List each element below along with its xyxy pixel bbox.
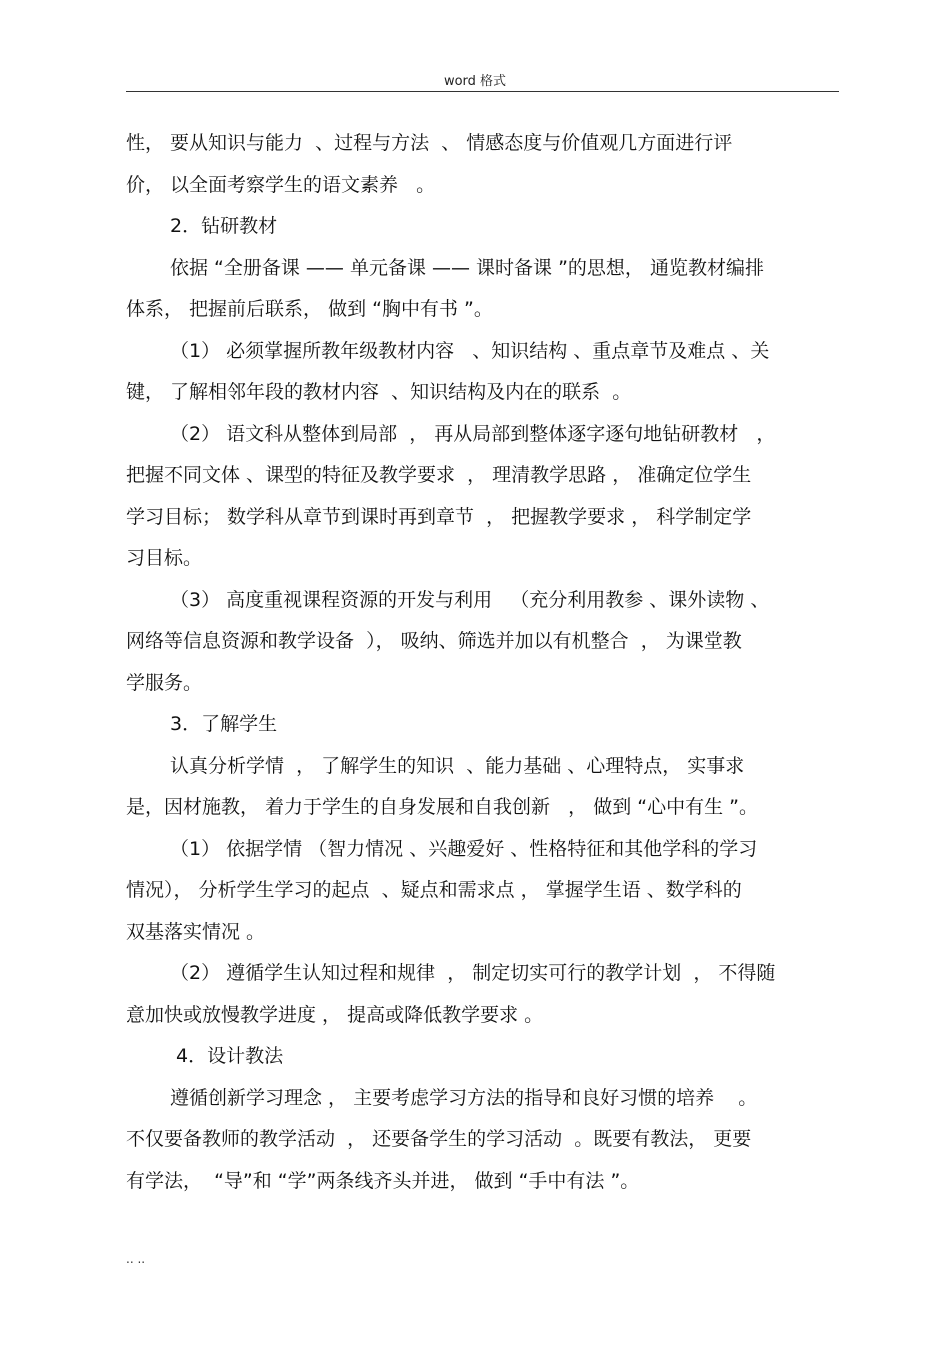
paragraph — [126, 248, 839, 331]
paragraph-line: 性， 要从知识与能力 、过程与方法 、 情感态度与价值观几方面进行评 — [126, 132, 733, 154]
paragraph-line: （2） 遵循学生认知过程和规律 ， 制定切实可行的教学计划 ， 不得随 — [170, 962, 776, 984]
paragraph — [126, 331, 839, 414]
paragraph-line: 情况）， 分析学生学习的起点 、疑点和需求点 ， 掌握学生语 、数学科的 — [126, 879, 742, 901]
section-heading: 4．设计教法 — [176, 1045, 284, 1067]
paragraph-line: 依据 “全册备课 —— 单元备课 —— 课时备课 ”的思想， 通览教材编排 — [170, 256, 764, 279]
paragraph-line: 价， 以全面考察学生的语文素养 。 — [126, 173, 436, 196]
paragraph — [126, 1078, 839, 1203]
paragraph-line: 网络等信息资源和教学设备 ）， 吸纳、筛选并加以有机整合 ， 为课堂教 — [126, 630, 742, 652]
paragraph-line: （2） 语文科从整体到局部 ， 再从局部到整体逐字逐句地钻研教材 ， — [170, 422, 776, 445]
paragraph — [126, 953, 839, 1036]
header-divider — [126, 91, 839, 92]
paragraph-line: 体系， 把握前后联系， 做到 “胸中有书 ”。 — [126, 298, 493, 320]
paragraph-line: 有学法， “导”和 “学”两条线齐头并进， 做到 “手中有法 ”。 — [126, 1169, 640, 1192]
section-heading: 3．了解学生 — [170, 713, 278, 735]
paragraph-line: （3） 高度重视课程资源的开发与利用 （充分利用教参 、课外读物 、 — [170, 588, 770, 611]
paragraph-line: （1） 必须掌握所教年级教材内容 、知识结构 、重点章节及难点 、关 — [170, 339, 770, 362]
paragraph-line: 学服务。 — [126, 671, 203, 694]
paragraph-line: 认真分析学情 ， 了解学生的知识 、能力基础 、心理特点， 实事求 — [170, 754, 745, 777]
paragraph — [126, 746, 839, 829]
paragraph-line: 键， 了解相邻年段的教材内容 、知识结构及内在的联系 。 — [126, 381, 632, 403]
paragraph-line: 不仅要备教师的教学活动 ， 还要备学生的学习活动 。既要有教法， 更要 — [126, 1128, 752, 1150]
paragraph-line: 意加快或放慢教学进度 ， 提高或降低教学要求 。 — [126, 1003, 544, 1026]
document-body — [126, 123, 839, 1202]
paragraph-line: 学习目标； 数学科从章节到课时再到章节 ， 把握教学要求 ， 科学制定学 — [126, 505, 752, 528]
section-heading: 2．钻研教材 — [170, 215, 278, 237]
paragraph-line: 把握不同文体 、课型的特征及教学要求 ， 理清教学思路 ， 准确定位学生 — [126, 464, 752, 486]
page-header: word 格式 — [443, 74, 507, 89]
paragraph — [126, 414, 839, 580]
paragraph — [126, 580, 839, 705]
paragraph-line: 双基落实情况 。 — [126, 920, 266, 943]
paragraph-line: 是，因材施教， 着力于学生的自身发展和自我创新 ， 做到 “心中有生 ”。 — [126, 796, 758, 818]
paragraph-line: 习目标。 — [126, 547, 203, 569]
paragraph-line: 遵循创新学习理念 ， 主要考虑学习方法的指导和良好习惯的培养 。 — [170, 1086, 758, 1109]
paragraph — [126, 829, 839, 954]
paragraph-line: （1） 依据学情 （智力情况 、兴趣爱好 、性格特征和其他学科的学习 — [170, 837, 758, 860]
page-footer: .. .. — [126, 1252, 146, 1266]
paragraph — [126, 123, 839, 206]
